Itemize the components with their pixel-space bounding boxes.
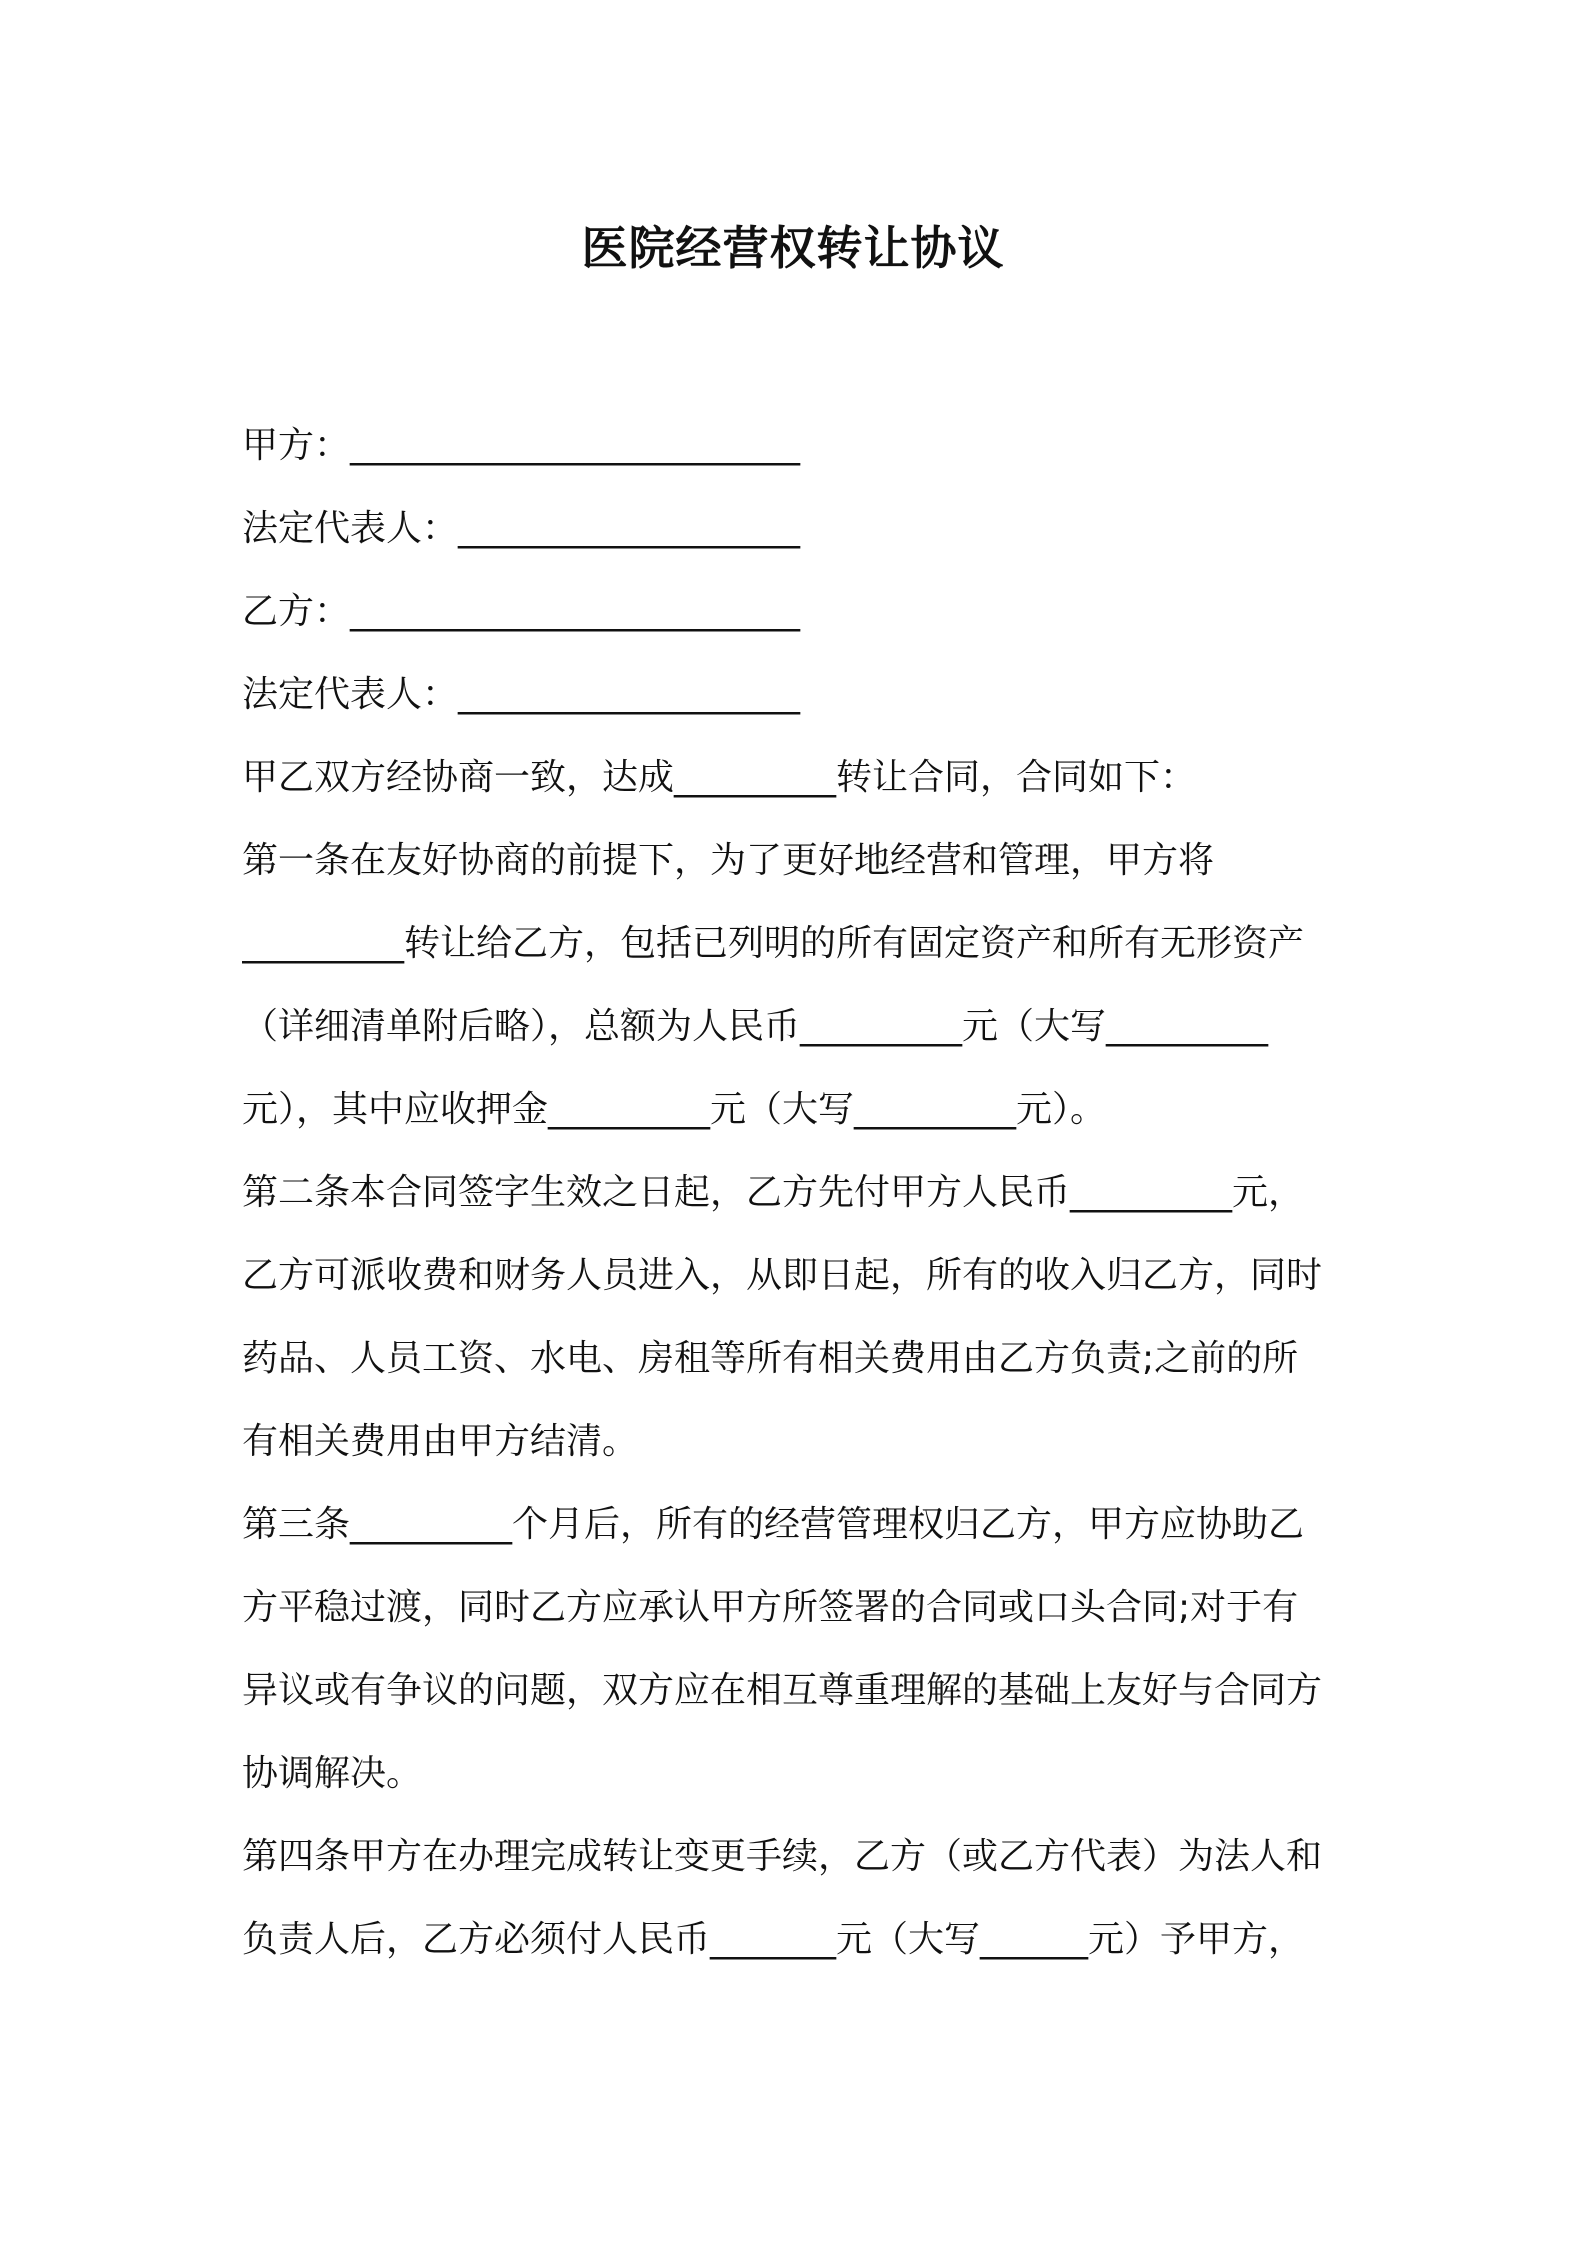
party-b-representative-line: 法定代表人：___________________ bbox=[242, 674, 801, 715]
clause-2-line-2: 乙方可派收费和财务人员进入，从即日起，所有的收入归乙方，同时 bbox=[242, 1255, 1323, 1296]
clause-1-line-4: 元），其中应收押金_________元（大写_________元）。 bbox=[242, 1089, 1107, 1130]
clause-3-line-1: 第三条_________个月后，所有的经营管理权归乙方，甲方应协助乙 bbox=[242, 1504, 1305, 1545]
clause-3-line-4: 协调解决。 bbox=[242, 1753, 423, 1794]
preamble-line: 甲乙双方经协商一致，达成_________转让合同，合同如下： bbox=[242, 757, 1197, 798]
party-a-line: 甲方：_________________________ bbox=[242, 425, 801, 466]
document-body bbox=[242, 404, 1352, 1981]
clause-2-line-1: 第二条本合同签字生效之日起，乙方先付甲方人民币_________元， bbox=[242, 1172, 1305, 1213]
clause-3-line-3: 异议或有争议的问题，双方应在相互尊重理解的基础上友好与合同方 bbox=[242, 1670, 1323, 1711]
party-b-line: 乙方：_________________________ bbox=[242, 591, 801, 632]
party-a-representative-line: 法定代表人：___________________ bbox=[242, 508, 801, 549]
clause-1-line-3: （详细清单附后略），总额为人民币_________元（大写_________ bbox=[242, 1006, 1269, 1047]
clause-4-line-2: 负责人后，乙方必须付人民币_______元（大写______元）予甲方， bbox=[242, 1919, 1305, 1960]
clause-4-line-1: 第四条甲方在办理完成转让变更手续，乙方（或乙方代表）为法人和 bbox=[242, 1836, 1323, 1877]
clause-1-line-2: _________转让给乙方，包括已列明的所有固定资产和所有无形资产 bbox=[242, 923, 1305, 964]
document-title: 医院经营权转让协议 bbox=[581, 221, 1005, 275]
clause-2-line-3: 药品、人员工资、水电、房租等所有相关费用由乙方负责;之前的所 bbox=[242, 1338, 1299, 1379]
clause-1-line-1: 第一条在友好协商的前提下，为了更好地经营和管理，甲方将 bbox=[242, 840, 1215, 881]
clause-3-line-2: 方平稳过渡，同时乙方应承认甲方所签署的合同或口头合同;对于有 bbox=[242, 1587, 1299, 1628]
clause-2-line-4: 有相关费用由甲方结清。 bbox=[242, 1421, 639, 1462]
